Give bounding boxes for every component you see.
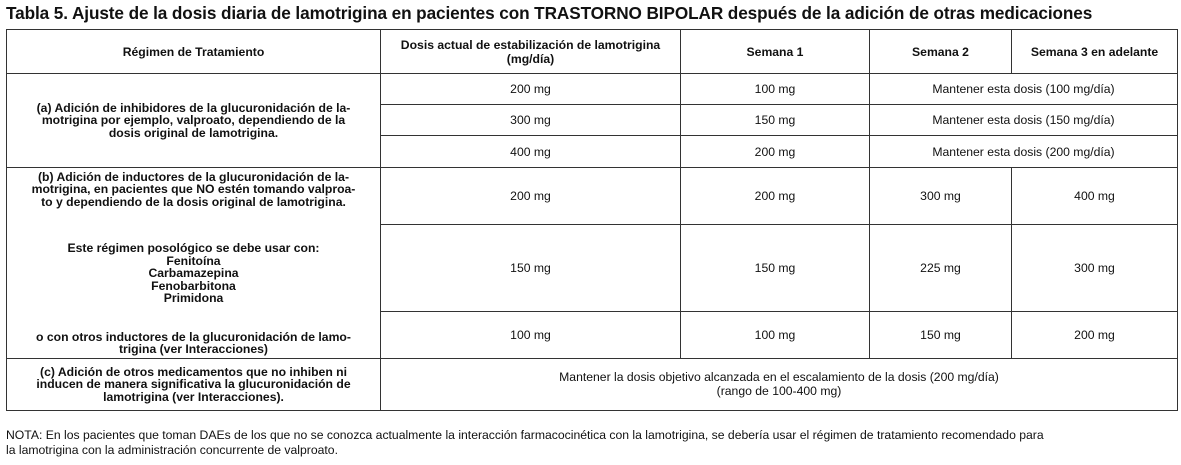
other-inducers-line-1: o con otros inductores de la glucuronidación de lamo- xyxy=(36,329,351,344)
regimen-b-line-3: to y dependiendo de la dosis original de lamotrigina. xyxy=(41,194,346,209)
week-1-cell: 200 mg xyxy=(681,168,870,225)
regimen-a-line-3: dosis original de lamotrigina. xyxy=(108,125,279,140)
footnote xyxy=(6,428,1176,458)
week-1-cell: 150 mg xyxy=(681,225,870,312)
week-3-cell: 300 mg xyxy=(1012,225,1178,312)
current-dose-cell: 200 mg xyxy=(381,74,681,105)
week-1-cell: 100 mg xyxy=(681,312,870,359)
usage-intro: Este régimen posológico se debe usar con: xyxy=(67,241,320,255)
drug-name: Carbamazepina xyxy=(148,266,239,280)
footnote-line-2: la lamotrigina con la administración concurrente de valproato. xyxy=(6,443,338,457)
regimen-b-cell xyxy=(7,168,381,359)
table-row xyxy=(7,359,1178,411)
drug-name: Primidona xyxy=(163,291,224,305)
week-2-cell: 150 mg xyxy=(870,312,1012,359)
header-row xyxy=(7,30,1178,74)
drug-name: Fenitoína xyxy=(166,253,221,268)
regimen-a-line-2: motrigina por ejemplo, valproato, dependiendo de la xyxy=(41,113,346,128)
header-week-2: Semana 2 xyxy=(870,30,1012,74)
maintain-dose-cell: Mantener esta dosis (100 mg/día) xyxy=(870,74,1178,105)
header-current-dose-unit: (mg/día) xyxy=(506,51,555,66)
regimen-c-cell xyxy=(7,359,381,411)
regimen-c-line-2: inducen de manera significativa la glucuronidación de xyxy=(36,377,351,392)
regimen-b-line-1: (b) Adición de inductores de la glucuronidación de la- xyxy=(37,169,350,184)
drug-name: Fenobarbitona xyxy=(151,278,236,293)
table-title: Tabla 5. Ajuste de la dosis diaria de lamotrigina en pacientes con TRASTORNO BIPOLAR después de la adición de otras medicaciones xyxy=(6,3,1093,23)
week-1-cell: 150 mg xyxy=(681,105,870,136)
week-2-cell: 225 mg xyxy=(870,225,1012,312)
week-1-cell: 100 mg xyxy=(681,74,870,105)
regimen-c-instruction-line-1: Mantener la dosis objetivo alcanzada en el escalamiento de la dosis (200 mg/día) xyxy=(559,370,999,384)
header-current-dose xyxy=(381,30,681,74)
table-row xyxy=(7,74,1178,105)
week-3-cell: 400 mg xyxy=(1012,168,1178,225)
current-dose-cell: 300 mg xyxy=(381,105,681,136)
other-inducers-line-2: trigina (ver Interacciones) xyxy=(118,342,268,356)
regimen-a-cell xyxy=(7,74,381,168)
current-dose-cell: 400 mg xyxy=(381,136,681,168)
header-week-1: Semana 1 xyxy=(681,30,870,74)
table-row xyxy=(7,168,1178,225)
header-regimen: Régimen de Tratamiento xyxy=(7,30,381,74)
regimen-c-instruction-line-2: (rango de 100-400 mg) xyxy=(716,383,842,398)
header-current-dose-label: Dosis actual de estabilización de lamotrigina xyxy=(400,37,661,52)
footnote-line-1: NOTA: En los pacientes que toman DAEs de los que no se conozca actualmente la interacción farmacocinética con la lamotrigina, se debería usar el régimen de tratamiento recomendado para xyxy=(6,428,1044,442)
regimen-c-line-1: (c) Adición de otros medicamentos que no inhiben ni xyxy=(40,364,347,379)
current-dose-cell: 150 mg xyxy=(381,225,681,312)
maintain-dose-cell: Mantener esta dosis (150 mg/día) xyxy=(870,105,1178,136)
regimen-a-line-1: (a) Adición de inhibidores de la glucuronidación de la- xyxy=(36,100,351,115)
regimen-b-line-2: motrigina, en pacientes que NO estén tomando valproa- xyxy=(31,182,356,196)
week-3-cell: 200 mg xyxy=(1012,312,1178,359)
current-dose-cell: 100 mg xyxy=(381,312,681,359)
regimen-c-instruction xyxy=(381,359,1178,411)
maintain-dose-cell: Mantener esta dosis (200 mg/día) xyxy=(870,136,1178,168)
week-1-cell: 200 mg xyxy=(681,136,870,168)
header-week-3: Semana 3 en adelante xyxy=(1012,30,1178,74)
week-2-cell: 300 mg xyxy=(870,168,1012,225)
dose-adjustment-table xyxy=(6,29,1178,411)
current-dose-cell: 200 mg xyxy=(381,168,681,225)
regimen-c-line-3: lamotrigina (ver Interacciones). xyxy=(103,389,284,404)
